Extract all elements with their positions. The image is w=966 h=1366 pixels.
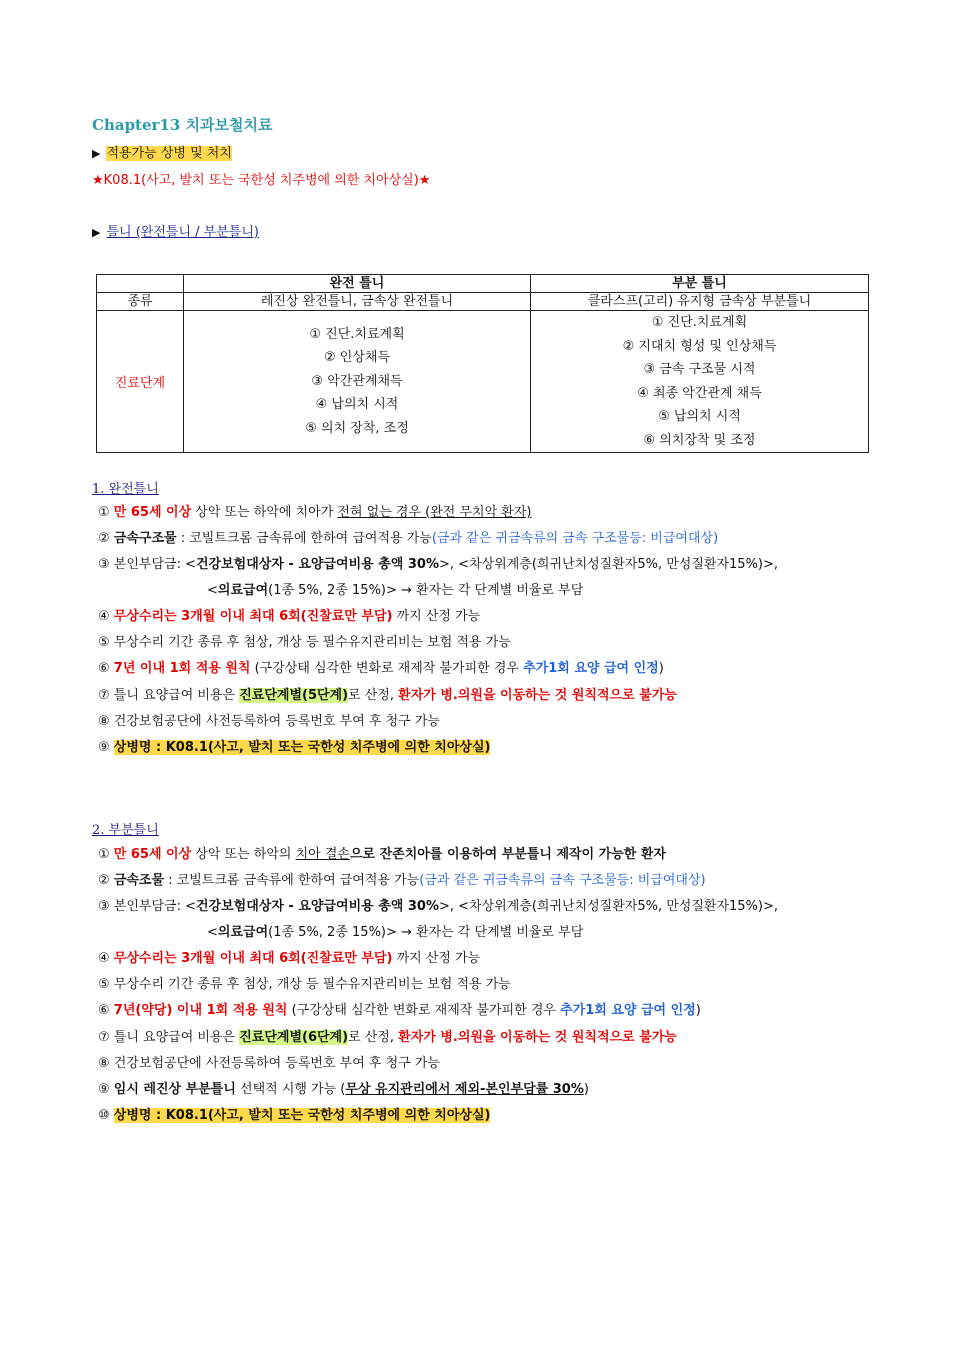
- step-item: ③ 악간관계채득: [311, 373, 403, 389]
- section1-item3: ③ 본인부담금: <건강보험대상자 - 요양급여비용 총액 30%>, <차상위계층(희귀난치성질환자5%, 만성질환자15%)>,: [98, 557, 779, 572]
- step-item: ② 인상채득: [323, 350, 391, 366]
- section1-item3-line2: <의료급여(1종 5%, 2종 15%)> → 환자는 각 단계별 비율로 부담: [207, 583, 584, 598]
- section2-item6: ⑥ 7년(약당) 이내 1회 적용 원칙 (구강상태 심각한 변화로 재제작 불가피한 경우 추가1회 요양 급여 인정): [98, 1003, 701, 1018]
- step-item: ① 진단.치료계획: [651, 315, 748, 330]
- row-stage-label: 진료단계: [97, 311, 184, 453]
- step-item: ⑤ 납의치 시적: [658, 409, 741, 424]
- row-kind-label: 종류: [97, 293, 184, 311]
- step-item: ⑤ 의치 장착, 조정: [305, 420, 409, 436]
- section1-item6: ⑥ 7년 이내 1회 적용 원칙 (구강상태 심각한 변화로 재제작 불가피한 경우 추가1회 요양 급여 인정): [98, 661, 664, 676]
- col-complete-header: 완전 틀니: [184, 275, 531, 293]
- section1-item8: ⑧ 건강보험공단에 사전등록하여 등록번호 부여 후 청구 가능: [98, 714, 440, 729]
- step-item: ⑥ 의치장착 및 조정: [643, 432, 756, 448]
- step-item: ② 지대치 형성 및 인상채득: [622, 338, 777, 354]
- section2-item10: ⑩ 상병명 : K08.1(사고, 발치 또는 국한성 치주병에 의한 치아상실): [98, 1108, 491, 1123]
- section2-item8: ⑧ 건강보험공단에 사전등록하여 등록번호 부여 후 청구 가능: [98, 1056, 440, 1071]
- section2-item5: ⑤ 무상수리 기간 종류 후 첨상, 개상 등 필수유지관리비는 보험 적용 가능: [98, 977, 511, 992]
- section2-item7: ⑦ 틀니 요양급여 비용은 진료단계별(6단계)로 산정, 환자가 병.의원을 이동하는 것 원칙적으로 불가능: [98, 1030, 677, 1045]
- table-header-row: [97, 275, 869, 293]
- section1-item9: ⑨ 상병명 : K08.1(사고, 발치 또는 국한성 치주병에 의한 치아상실): [98, 740, 491, 755]
- section2-title: 2. 부분틀니: [92, 823, 159, 838]
- kind-partial-cell: 클라스프(고리) 유지형 금속상 부분틀니: [531, 293, 869, 311]
- section2-item3-line2: <의료급여(1종 5%, 2종 15%)> → 환자는 각 단계별 비율로 부담: [207, 925, 584, 940]
- section1-item4: ④ 무상수리는 3개월 이내 최대 6회(진찰료만 부담) 까지 산정 가능: [98, 609, 481, 624]
- section2-item1: ① 만 65세 이상 상악 또는 하악의 치아 결손으로 잔존치아를 이용하여 부분틀니 제작이 가능한 환자: [98, 847, 666, 862]
- table-corner-cell: [97, 275, 184, 293]
- section2-item3: ③ 본인부담금: <건강보험대상자 - 요양급여비용 총액 30%>, <차상위계층(희귀난치성질환자5%, 만성질환자15%)>,: [98, 899, 779, 914]
- section1-item1: ① 만 65세 이상 상악 또는 하악에 치아가 전혀 없는 경우 (완전 무치악 환자): [98, 505, 532, 520]
- col-partial-header: 부분 틀니: [531, 275, 869, 293]
- step-item: ③ 금속 구조물 시적: [643, 362, 756, 377]
- section2-item9: ⑨ 임시 레진상 부분틀니 선택적 시행 가능 (무상 유지관리에서 제외-본인부담률 30%): [98, 1082, 589, 1097]
- section-header-dentures: [92, 221, 259, 240]
- table-row-kind: [97, 293, 869, 311]
- section1-title: 1. 완전틀니: [92, 482, 159, 497]
- section1-item2: ② 금속구조물 : 코빌트크롬 금속류에 한하여 급여적용 가능(금과 같은 귀금속류의 금속 구조물등: 비급여대상): [98, 531, 719, 546]
- kind-complete-cell: 레진상 완전틀니, 금속상 완전틀니: [184, 293, 531, 311]
- steps-partial-cell: [531, 311, 869, 453]
- section2-item2: ② 금속조물 : 코빌트크롬 금속류에 한하여 급여적용 가능(금과 같은 귀금속류의 금속 구조물등: 비급여대상): [98, 873, 706, 888]
- step-item: ④ 납의치 시적: [315, 397, 399, 413]
- chapter-title: Chapter13 치과보철치료: [92, 116, 273, 134]
- disease-code-line: ★K08.1(사고, 발치 또는 국한성 치주병에 의한 치아상실)★: [92, 173, 431, 188]
- header-text: 틀니 (완전틀니 / 부분틀니): [106, 225, 259, 240]
- section-header-applicable: [92, 142, 232, 161]
- section1-item5: ⑤ 무상수리 기간 종류 후 첨상, 개상 등 필수유지관리비는 보험 적용 가능: [98, 635, 511, 650]
- step-item: ① 진단.치료계획: [309, 326, 405, 342]
- denture-comparison-table: [96, 274, 869, 453]
- steps-complete-cell: [184, 311, 531, 453]
- table-row-stages: [97, 311, 869, 453]
- section1-item7: ⑦ 틀니 요양급여 비용은 진료단계별(5단계)로 산정, 환자가 병.의원을 이동하는 것 원칙적으로 불가능: [98, 688, 677, 703]
- section2-item4: ④ 무상수리는 3개월 이내 최대 6회(진찰료만 부담) 까지 산정 가능: [98, 951, 481, 966]
- step-item: ④ 최종 악간관계 채득: [637, 385, 762, 401]
- triangle-bullet-icon: ▶: [92, 147, 101, 160]
- header-text: 적용가능 상병 및 처치: [106, 146, 232, 161]
- triangle-bullet-icon: ▶: [92, 226, 101, 239]
